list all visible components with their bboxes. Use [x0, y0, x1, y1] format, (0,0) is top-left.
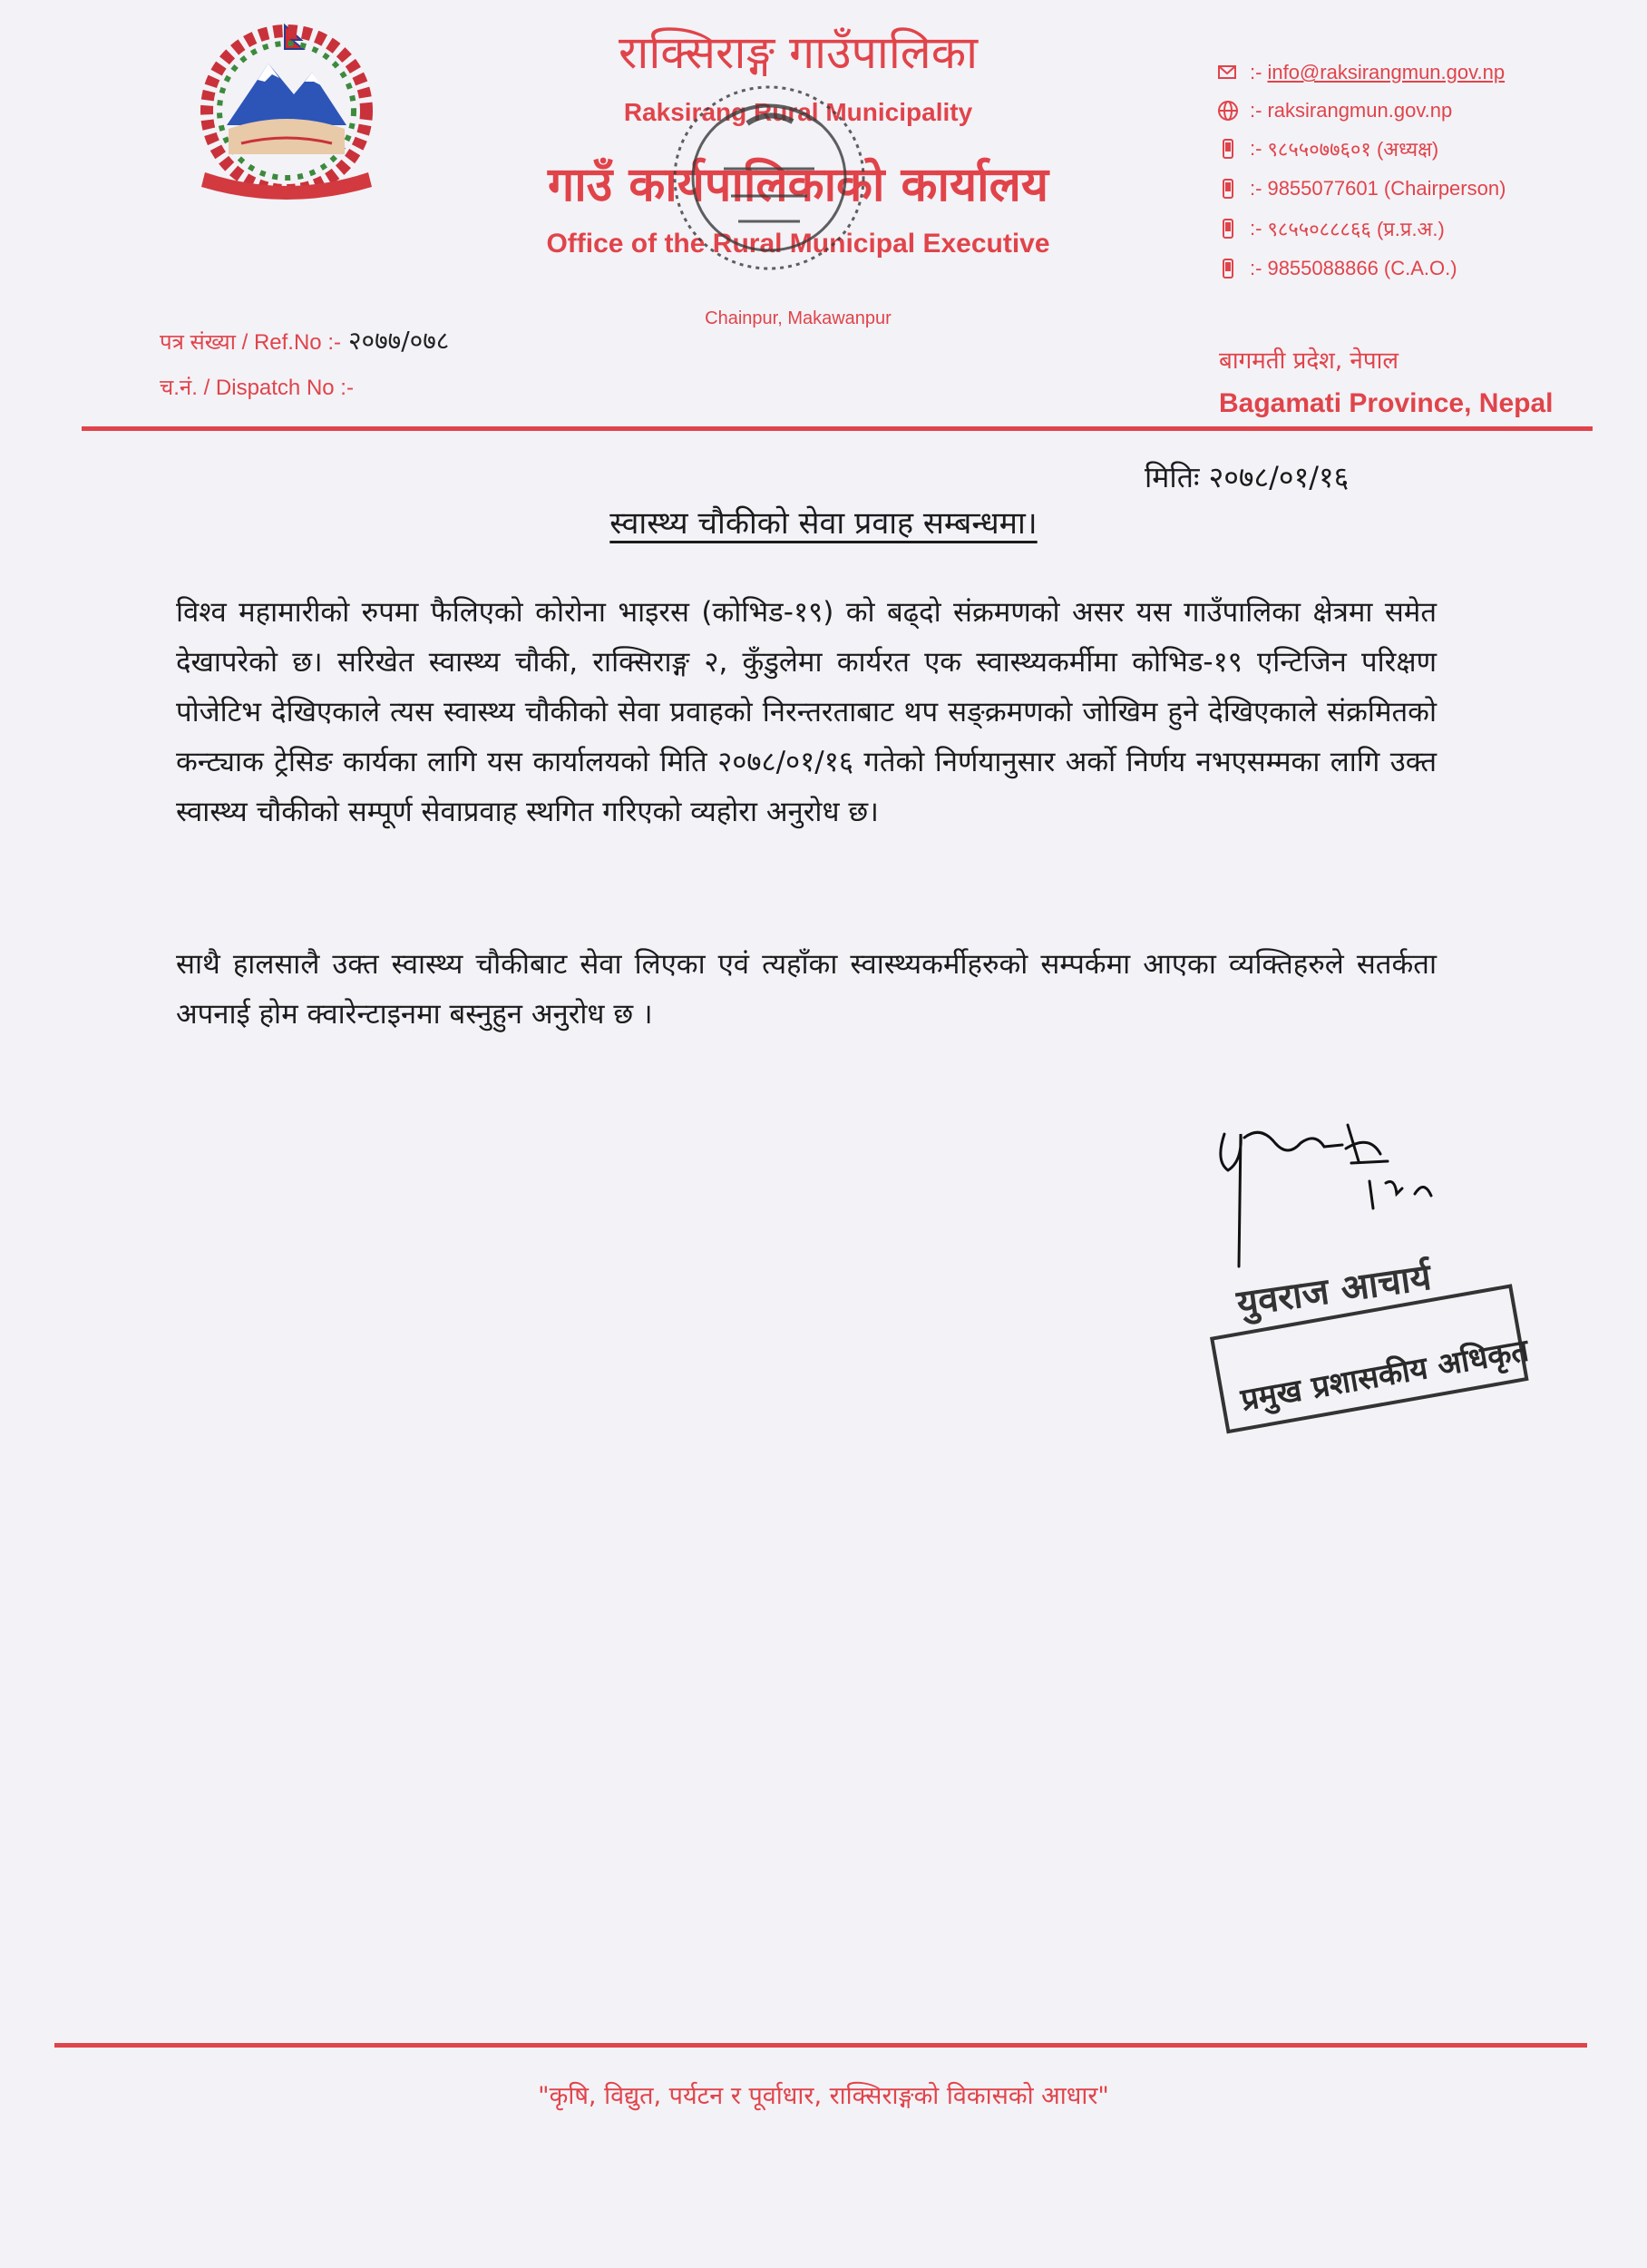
dispatch-label: च.नं. / Dispatch No :-	[160, 376, 354, 400]
contact-prefix: :-	[1250, 137, 1262, 160]
municipality-name-english: Raksirang Rural Municipality	[623, 98, 973, 126]
reference-number	[160, 323, 449, 357]
mobile-phone-icon	[1215, 136, 1241, 161]
contact-phone-chair-en-row	[1215, 171, 1506, 207]
letter-paragraph: विश्व महामारीको रुपमा फैलिएको कोरोना भाइरस (कोभिड-१९) को बढ्दो संक्रमणको असर यस गाउँपालिका क्षेत्रमा समेत देखापरेको छ। सरिखेत स्वास्थ्य चौकी, राक्सिराङ्ग २, कुँडुलेमा कार्यरत एक स्वास्थ्यकर्मीमा कोभिड-१९ एन्टिजिन परिक्षण पोजेटिभ देखिएकाले त्यस स्वास्थ्य चौकीको सेवा प्रवाहको निरन्तरताबाट थप सङ्क्रमणको जोखिम हुने देखिएकाले संक्रमितको कन्ट्याक ट्रेसिङ कार्यका लागि यस कार्यालयको मिति २०७८/०१/१६ गतेको निर्णयानुसार अर्को निर्णय नभएसम्मका लागि उक्त स्वास्थ्य चौकीको सम्पूर्ण सेवाप्रवाह स्थगित गरिएको व्यहोरा अनुरोध छ।	[176, 596, 1437, 828]
contact-prefix: :-	[1250, 61, 1262, 83]
office-address: Chainpur, Makawanpur	[705, 308, 892, 328]
signatory-name: युवराज आचार्य	[1233, 1256, 1434, 1325]
mobile-phone-icon	[1215, 256, 1241, 281]
website-link[interactable]: raksirangmun.gov.np	[1267, 99, 1453, 122]
phone-chair-english: 9855077601 (Chairperson)	[1267, 177, 1506, 200]
handwritten-signature	[1188, 1107, 1496, 1270]
dispatch-number	[160, 372, 354, 402]
municipal-seal-icon	[660, 69, 878, 305]
contact-phone-cao-np-row	[1215, 210, 1445, 247]
contact-phone-cao-en-row	[1215, 250, 1457, 287]
letter-date: मितिः २०७८/०१/१६	[1145, 460, 1350, 494]
letter-paragraph: साथै हालसालै उक्त स्वास्थ्य चौकीबाट सेवा लिएका एवं त्यहाँका स्वास्थ्यकर्मीहरुको सम्पर्कमा आएका व्यक्तिहरुले सतर्कता अपनाई होम क्वारेन्टाइनमा बस्नुहुन अनुरोध छ ।	[176, 948, 1437, 1031]
municipality-name-nepali: राक्सिराङ्ग गाउँपालिका	[618, 26, 979, 79]
email-link[interactable]: info@raksirangmun.gov.np	[1267, 61, 1506, 83]
province-nepali: बागमती प्रदेश, नेपाल	[1219, 347, 1398, 375]
reference-value: २०७७/०७८	[347, 326, 450, 356]
office-name-english: Office of the Rural Municipal Executive	[546, 229, 1050, 259]
province-english: Bagamati Province, Nepal	[1219, 388, 1554, 418]
signatory-title: प्रमुख प्रशासकीय अधिकृत	[1238, 1332, 1532, 1419]
footer-motto: "कृषि, विद्युत, पर्यटन र पूर्वाधार, राक्सिराङ्गको विकासको आधार"	[538, 2082, 1109, 2110]
contact-prefix: :-	[1250, 177, 1262, 200]
phone-chair-nepali: ९८५५०७७६०१ (अध्यक्ष)	[1267, 138, 1439, 161]
email-icon	[1215, 60, 1241, 85]
nepal-emblem-icon	[178, 18, 404, 200]
contact-email-row	[1215, 54, 1505, 91]
contact-prefix: :-	[1250, 99, 1262, 122]
phone-cao-english: 9855088866 (C.A.O.)	[1267, 257, 1457, 279]
office-name-nepali: गाउँ कार्यपालिकाको कार्यालय	[548, 157, 1048, 212]
mobile-phone-icon	[1215, 176, 1241, 201]
contact-prefix: :-	[1250, 217, 1262, 240]
header-divider	[82, 426, 1593, 431]
phone-cao-nepali: ९८५५०८८८६६ (प्र.प्र.अ.)	[1267, 218, 1445, 240]
footer-divider	[54, 2043, 1587, 2048]
letter-subject	[0, 501, 1647, 543]
reference-label: पत्र संख्या / Ref.No :-	[160, 330, 341, 355]
globe-icon	[1215, 98, 1241, 123]
contact-phone-chair-np-row	[1215, 131, 1438, 167]
contact-prefix: :-	[1250, 257, 1262, 279]
contact-website-row	[1215, 93, 1452, 129]
mobile-phone-icon	[1215, 216, 1241, 241]
letter-subject-text: स्वास्थ्य चौकीको सेवा प्रवाह सम्बन्धमा।	[609, 505, 1038, 542]
